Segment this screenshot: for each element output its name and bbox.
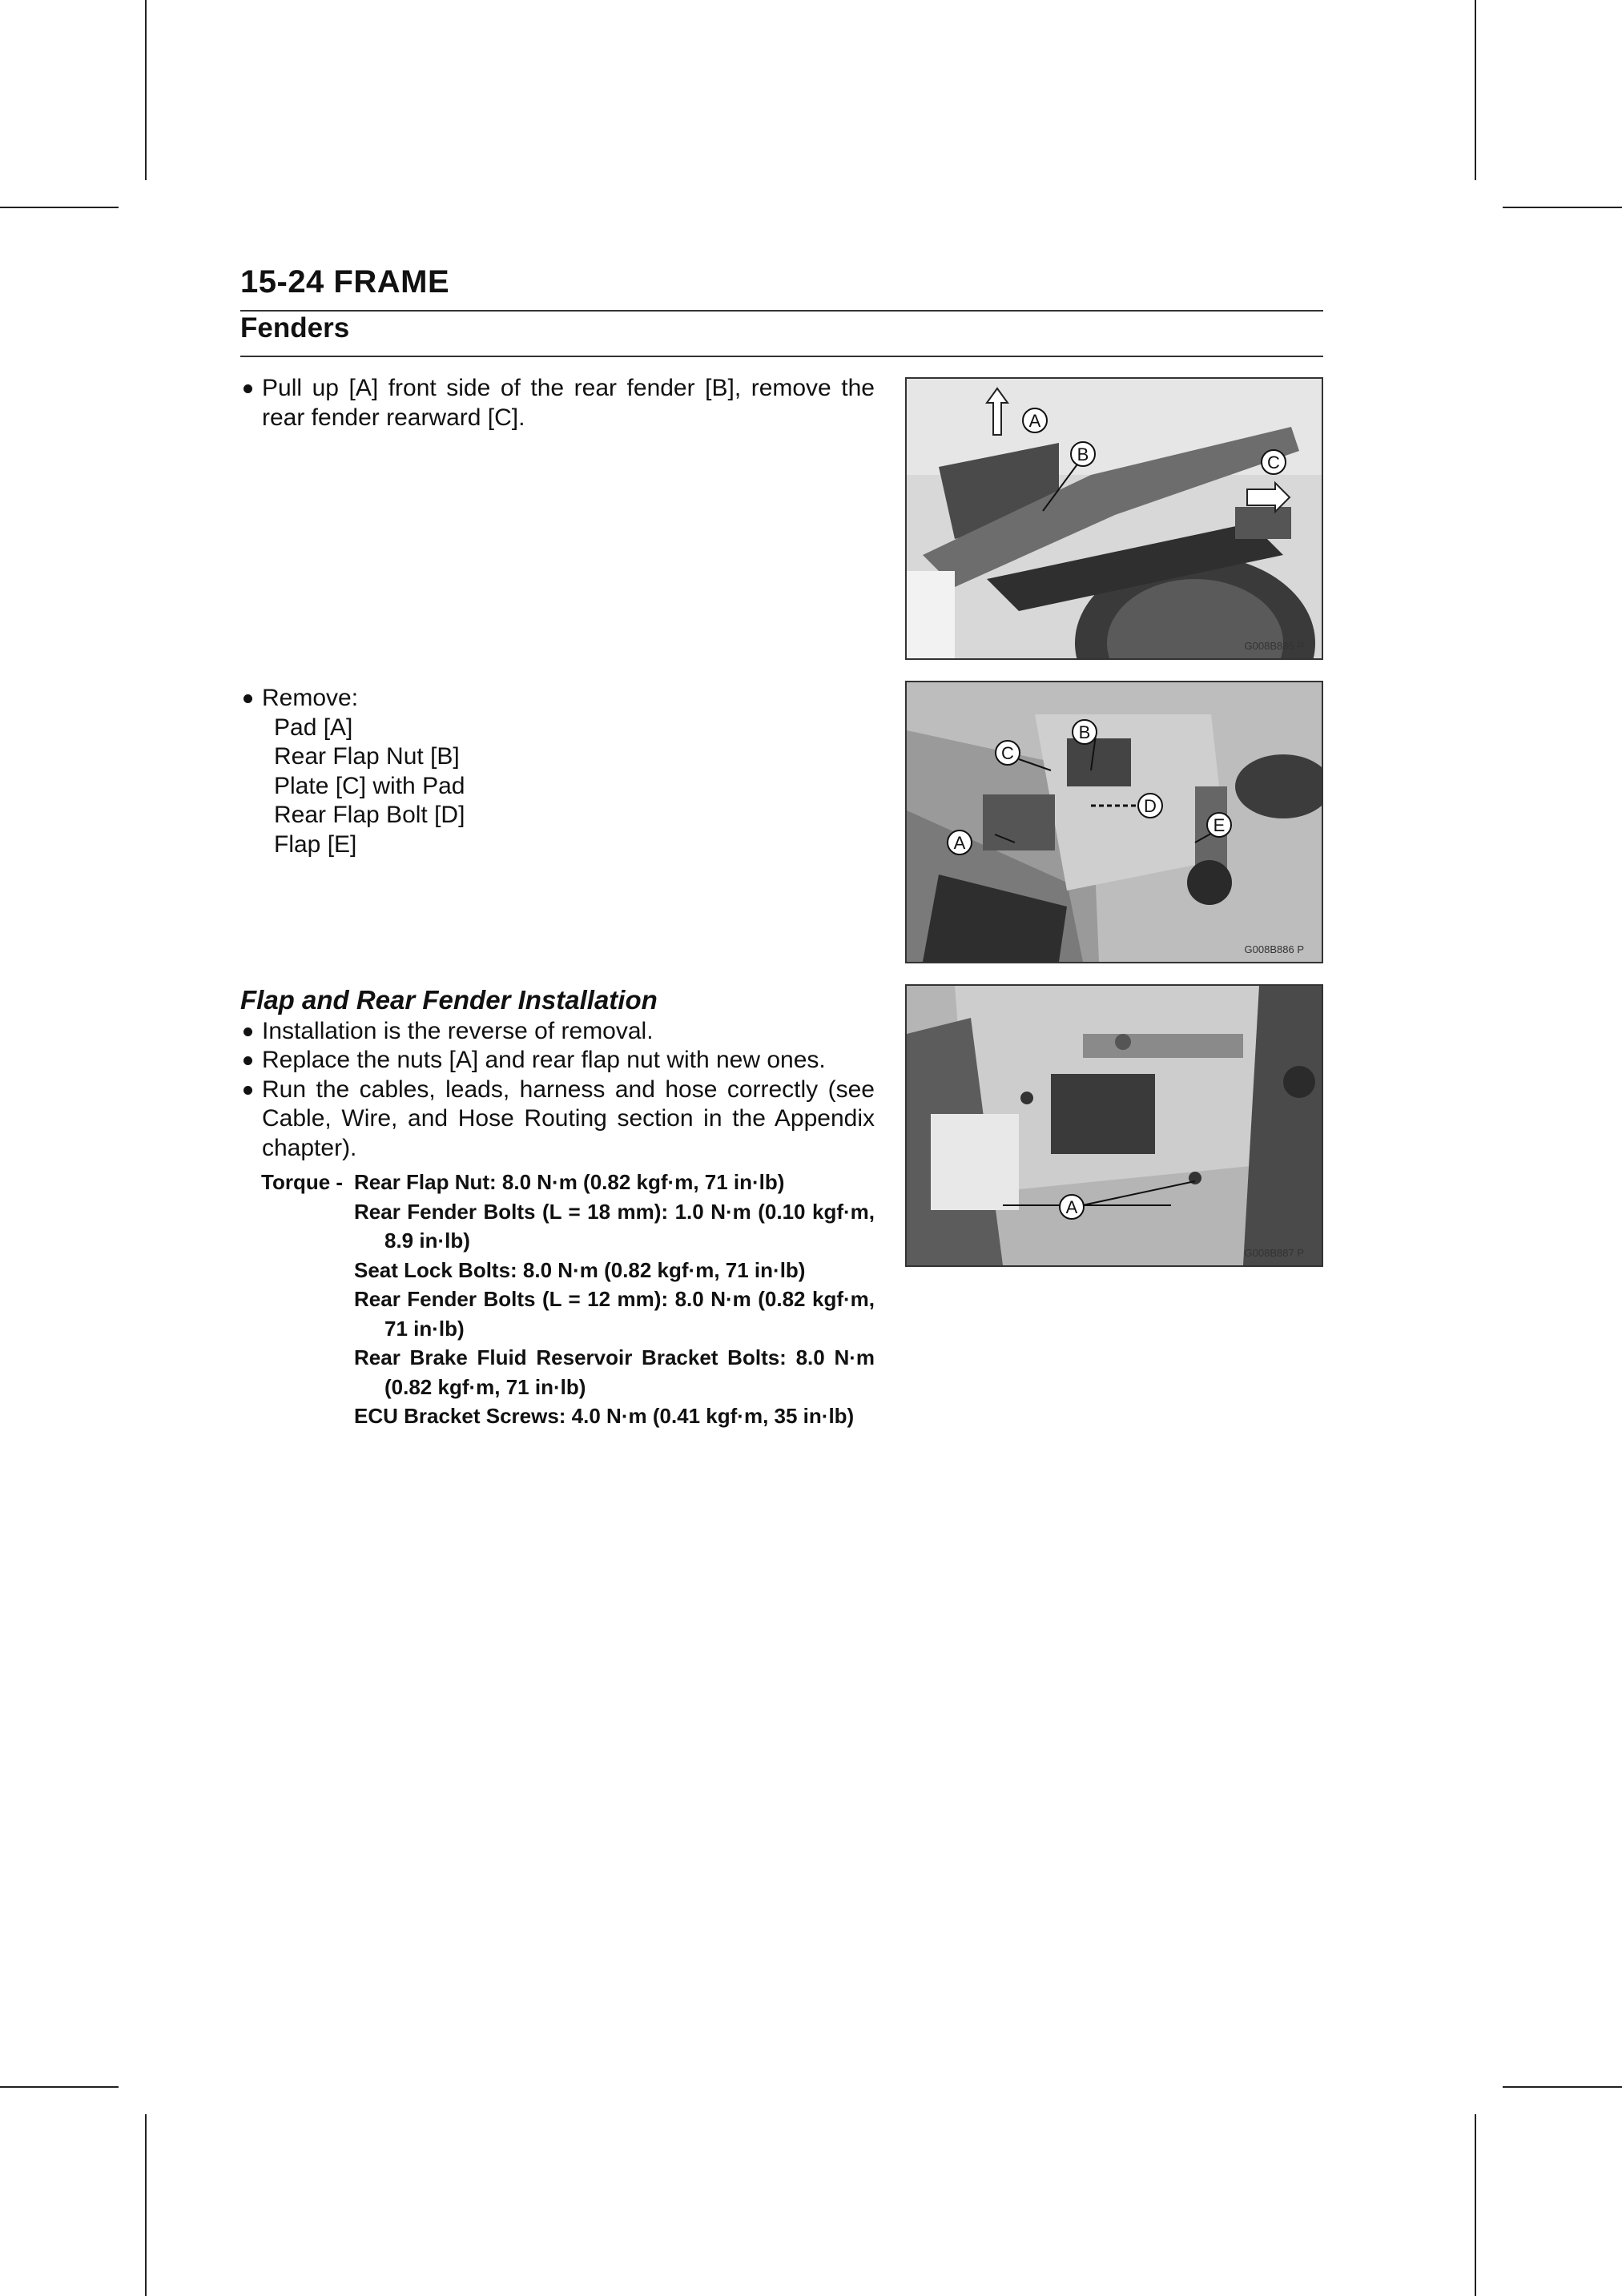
- figure-code: G008B886 P: [1244, 943, 1304, 955]
- crop-mark: [1503, 2086, 1622, 2088]
- installation-bullet: Replace the nuts [A] and rear flap nut with new ones.: [240, 1046, 875, 1076]
- section-rule: [240, 356, 1323, 357]
- figure-3-photo: [907, 986, 1322, 1265]
- crop-mark: [1475, 0, 1476, 180]
- figure-2-photo: [907, 682, 1322, 962]
- crop-mark: [145, 0, 147, 180]
- torque-label: Torque -: [261, 1170, 344, 1194]
- section-title: Fenders: [240, 312, 350, 344]
- installation-bullet: Installation is the reverse of removal.: [240, 1017, 875, 1047]
- header-rule: [240, 310, 1323, 312]
- installation-title: Flap and Rear Fender Installation: [240, 985, 658, 1015]
- bullet-text: Pull up [A] front side of the rear fender [B], remove the rear fender rearward [C].: [240, 374, 875, 432]
- callout-c: C: [1001, 743, 1014, 763]
- figure-flap-removal: [905, 681, 1323, 963]
- crop-mark: [1475, 2114, 1476, 2296]
- callout-c: C: [1267, 452, 1280, 472]
- page-title: 15-24 FRAME: [240, 264, 450, 300]
- figure-code: G008B885 P: [1244, 640, 1304, 652]
- torque-item: ECU Bracket Screws: 4.0 N·m (0.41 kgf·m, 35 in·lb): [354, 1404, 855, 1428]
- step-pull-up: [240, 374, 875, 432]
- callout-d: D: [1144, 796, 1157, 816]
- page-header: [240, 264, 1323, 300]
- callout-a: A: [1028, 411, 1041, 431]
- remove-heading: Remove:: [240, 684, 875, 714]
- torque-item: Rear Flap Nut: 8.0 N·m (0.82 kgf·m, 71 in·lb): [354, 1170, 785, 1194]
- crop-mark: [0, 2086, 119, 2088]
- torque-item: Rear Fender Bolts (L = 18 mm): 1.0 N·m (0.10 kgf·m, 8.9 in·lb): [354, 1199, 875, 1253]
- torque-spec: [261, 1168, 875, 1431]
- torque-item: Seat Lock Bolts: 8.0 N·m (0.82 kgf·m, 71 in·lb): [354, 1257, 806, 1282]
- crop-mark: [0, 207, 119, 208]
- callout-b: B: [1077, 444, 1089, 464]
- callout-a: A: [1065, 1197, 1078, 1217]
- crop-mark: [145, 2114, 147, 2296]
- torque-item: Rear Brake Fluid Reservoir Bracket Bolts: 8.0 N·m (0.82 kgf·m, 71 in·lb): [354, 1345, 875, 1399]
- remove-item: Pad [A]: [274, 714, 353, 741]
- figure-code: G008B887 P: [1244, 1247, 1304, 1259]
- callout-b: B: [1078, 722, 1091, 742]
- figure-rear-fender-removal: [905, 377, 1323, 660]
- step-remove: [240, 684, 875, 859]
- remove-item: Rear Flap Bolt [D]: [274, 802, 465, 828]
- remove-item: Plate [C] with Pad: [274, 772, 465, 799]
- callout-e: E: [1213, 815, 1226, 835]
- remove-item: Rear Flap Nut [B]: [274, 743, 460, 770]
- callout-a: A: [953, 833, 966, 853]
- figure-nut-replacement: [905, 984, 1323, 1267]
- figure-1-photo: [907, 379, 1322, 658]
- crop-mark: [1503, 207, 1622, 208]
- installation-section: [240, 986, 875, 1163]
- installation-bullet: Run the cables, leads, harness and hose correctly (see Cable, Wire, and Hose Routing section in the Appendix chapter).: [240, 1076, 875, 1164]
- remove-item: Flap [E]: [274, 830, 357, 858]
- torque-item: Rear Fender Bolts (L = 12 mm): 8.0 N·m (0.82 kgf·m, 71 in·lb): [354, 1287, 875, 1341]
